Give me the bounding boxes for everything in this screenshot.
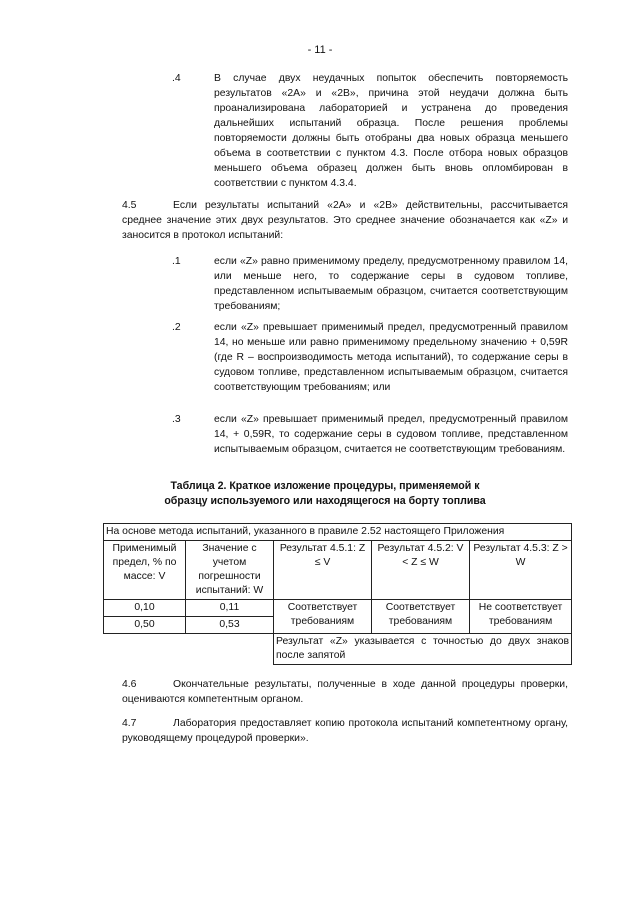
paragraph-body: Если результаты испытаний «2A» и «2B» действительны, рассчитывается среднее значение этих двух результатов. Это среднее значение обозначается как «Z» и заносится в протокол испытаний:: [122, 200, 568, 241]
column-header: Значение с учетом погрешности испытаний: W: [186, 541, 274, 600]
paragraph-text: [122, 198, 568, 243]
table-cell-limit: 0,10: [104, 600, 186, 617]
subitem-number: .3: [172, 414, 181, 425]
paragraph-4-5: [122, 198, 568, 243]
table-footnote: Результат «Z» указывается с точностью до двух знаков после запятой: [274, 634, 572, 665]
paragraph-body: Окончательные результаты, полученные в ходе данной процедуры проверки, оцениваются компетентным органом.: [122, 679, 568, 705]
paragraph-number: .4: [172, 73, 181, 84]
paragraph-4-4-4: [172, 71, 568, 191]
table-cell-value: 0,53: [186, 617, 274, 634]
paragraph-number: 4.7: [122, 718, 137, 729]
subitem-text: если «Z» превышает применимый предел, предусмотренный правилом 14, но меньше или равно применимому предельному значению + 0,59R (где R – воспроизводимость метода испытаний), то содержание серы в судовом топливе, представленном испытываемым образцом, считается соответствующим требованиям; или: [214, 322, 568, 393]
column-header: Результат 4.5.3: Z > W: [470, 541, 572, 600]
table-cell-empty: [104, 634, 274, 665]
paragraph-number: 4.6: [122, 679, 137, 690]
subitem-text: если «Z» равно применимому пределу, предусмотренному правилом 14, или меньше него, то содержание серы в судовом топливе, представленном испытываемым образцом, считается соответствующим требованиям;: [214, 256, 568, 312]
paragraph-body: Лаборатория предоставляет копию протокола испытаний компетентному органу, руководящему процедурой проверки».: [122, 718, 568, 744]
summary-table: [103, 523, 572, 665]
table-row: [104, 541, 572, 600]
subitem-4-5-2: [172, 320, 568, 395]
table-row: [104, 524, 572, 541]
paragraph-4-7: [122, 716, 568, 746]
table-caption-line: Таблица 2. Краткое изложение процедуры, применяемой к: [170, 480, 480, 492]
table-cell-result: Соответствует требованиям: [274, 600, 372, 634]
subitem-number: .2: [172, 322, 181, 333]
table-cell-limit: 0,50: [104, 617, 186, 634]
subitem-text: если «Z» превышает применимый предел, предусмотренный правилом 14, + 0,59R, то содержание серы в судовом топливе, представленном испытываемым образцом, считается не соответствующим требованиям.: [214, 414, 568, 455]
column-header: Применимый предел, % по массе: V: [104, 541, 186, 600]
paragraph-text: В случае двух неудачных попыток обеспечить повторяемость результатов «2A» и «2B», причина этой неудачи должна быть проанализирована лабораторией и устранена до проведения дальнейших испытаний образца. После решения проблемы повторяемости должны быть отобраны два новых образца меньшего объема в соответствии с пунктом 4.3. После отбора новых образцов меньшего объема образец должен быть вновь опломбирован в соответствии с пунктом 4.3.4.: [214, 73, 568, 189]
table-caption: [140, 479, 510, 509]
paragraph-text: [122, 716, 568, 746]
subitem-number: .1: [172, 256, 181, 267]
subitem-4-5-3: [172, 412, 568, 457]
table-caption-line: образцу используемого или находящегося на борту топлива: [164, 495, 486, 507]
table-row: [104, 634, 572, 665]
paragraph-text: [122, 677, 568, 707]
paragraph-number: 4.5: [122, 200, 137, 211]
page-number: - 11 -: [307, 44, 333, 56]
table-cell-result: Соответствует требованиям: [372, 600, 470, 634]
table-row: [104, 600, 572, 617]
table-cell-value: 0,11: [186, 600, 274, 617]
subitem-4-5-1: [172, 254, 568, 314]
column-header: Результат 4.5.1: Z ≤ V: [274, 541, 372, 600]
column-header: Результат 4.5.2: V < Z ≤ W: [372, 541, 470, 600]
paragraph-4-6: [122, 677, 568, 707]
table-cell-result: Не соответствует требованиям: [470, 600, 572, 634]
table-method-header: На основе метода испытаний, указанного в правиле 2.52 настоящего Приложения: [104, 524, 572, 541]
